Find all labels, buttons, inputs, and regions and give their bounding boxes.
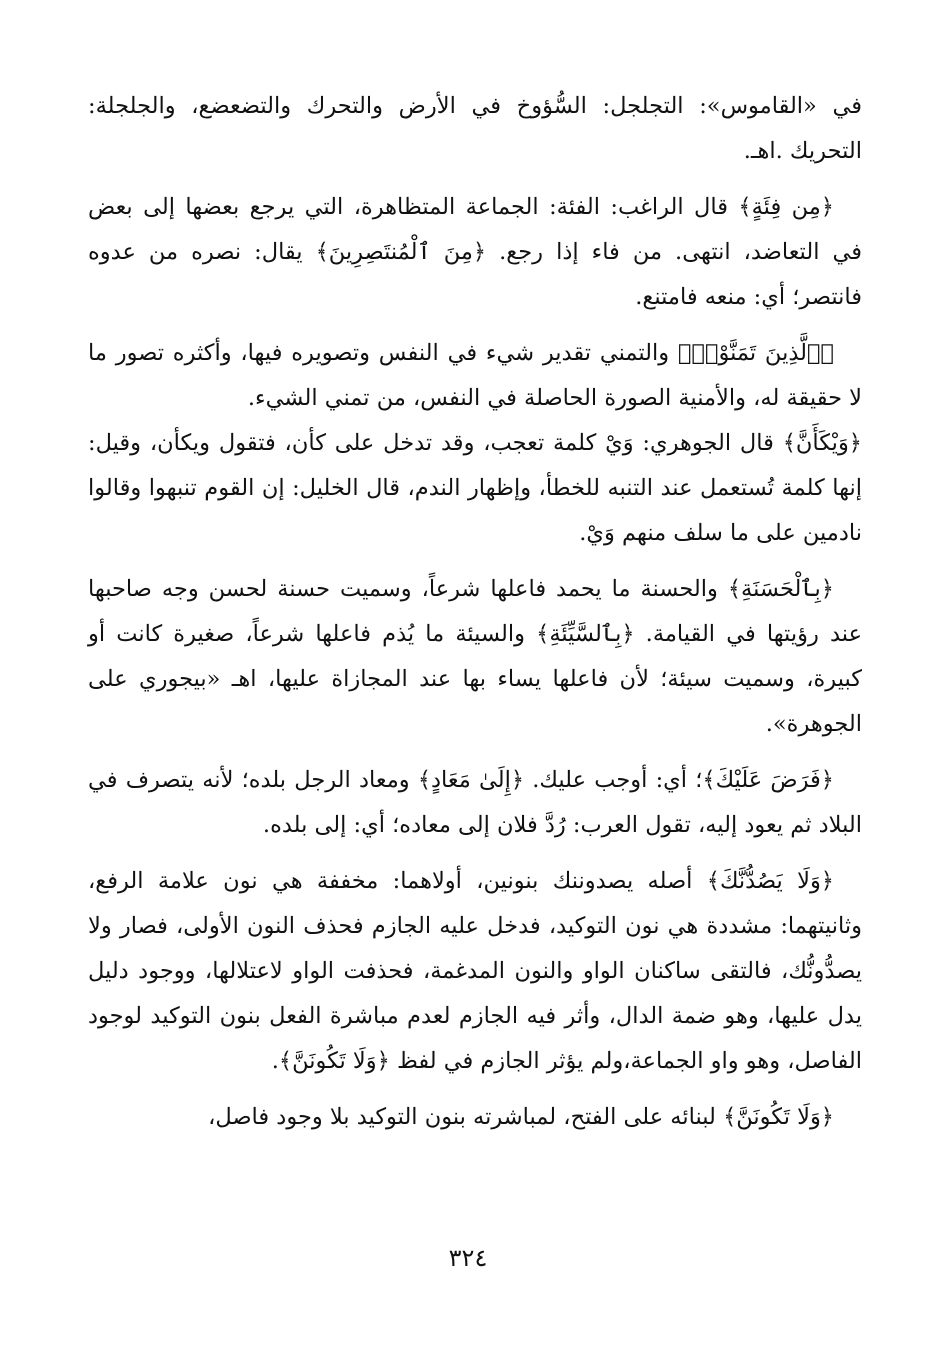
paragraph-wala-takunanna: ﴿وَلَا تَكُونَنَّ﴾ لبنائه على الفتح، لمباشرته بنون التوكيد بلا وجود فاصل، [208, 1104, 834, 1130]
paragraph-alhasanah: ﴿بِٱلْحَسَنَةِ﴾ والحسنة ما يحمد فاعلها شرعاً، وسميت حسنة لحسن وجه صاحبها عند رؤيتها في القيامة. ﴿بِٱلسَّيِّئَةِ﴾ والسيئة ما يُذم فاعلها شرعاً، صغيرة كانت أو كبيرة، وسميت سيئة؛ لأن فاعلها يساء بها عند المجازاة عليها، اهـ «بيجوري على الجوهرة». [88, 576, 862, 737]
paragraph-min-fiah: ﴿مِن فِئَةٍ﴾ قال الراغب: الفئة: الجماعة المتظاهرة، التي يرجع بعضها إلى بعض في التعاضد، انتهى. من فاء إذا رجع. ﴿مِنَ ٱلْمُنتَصِرِينَ﴾ يقال: نصره من عدوه فانتصر؛ أي: منعه فامتنع. [88, 194, 862, 310]
paragraph-qamus: في «القاموس»: التجلجل: السُّؤوخ في الأرض والتحرك والتضعضع، والجلجلة: التحريك .اهـ. [88, 93, 862, 164]
paragraph-wala-yasuddunnaka: ﴿وَلَا يَصُدُّنَّكَ﴾ أصله يصدوننك بنونين، أولاهما: مخففة هي نون علامة الرفع، وثانيتهما: مشددة هي نون التوكيد، فدخل عليه الجازم فحذف النون الأولى، فصار ولا يصدُّونُّك، فالتقى ساكنان الواو والنون المدغمة، فحذفت الواو لاعتلالها، ووجود دليل يدل عليها، وهو ضمة الدال، وأثر فيه الجازم لعدم مباشرة الفعل بنون التوكيد لوجود الفاصل، وهو واو الجماعة،ولم يؤثر الجازم في لفظ ﴿وَلَا تَكُونَنَّ﴾. [88, 868, 862, 1074]
page-number: ٣٢٤ [448, 1244, 488, 1272]
paragraph-farada-alayka: ﴿فَرَضَ عَلَيْكَ﴾؛ أي: أوجب عليك. ﴿إِلَىٰ مَعَادٍ﴾ ومعاد الرجل بلده؛ لأنه يتصرف في البلاد ثم يعود إليه، تقول العرب: رُدَّ فلان إلى معاده؛ أي: إلى بلده. [88, 767, 862, 838]
paragraph-alladhina-tamannaw: ﴿ٱلَّذِينَ تَمَنَّوْا۟﴾ والتمني تقدير شيء في النفس وتصويره فيها، وأكثره تصور ما لا حقيقة له، والأمنية الصورة الحاصلة في النفس، من تمني الشيء. [88, 340, 862, 411]
paragraph-waykaanna: ﴿وَيْكَأَنَّ﴾ قال الجوهري: وَيْ كلمة تعجب، وقد تدخل على كأن، فتقول ويكأن، وقيل: إنها كلمة تُستعمل عند التنبه للخطأ، وإظهار الندم، قال الخليل: إن القوم تنبهوا وقالوا نادمين على ما سلف منهم وَيْ. [88, 430, 862, 546]
page-body [88, 84, 862, 1140]
